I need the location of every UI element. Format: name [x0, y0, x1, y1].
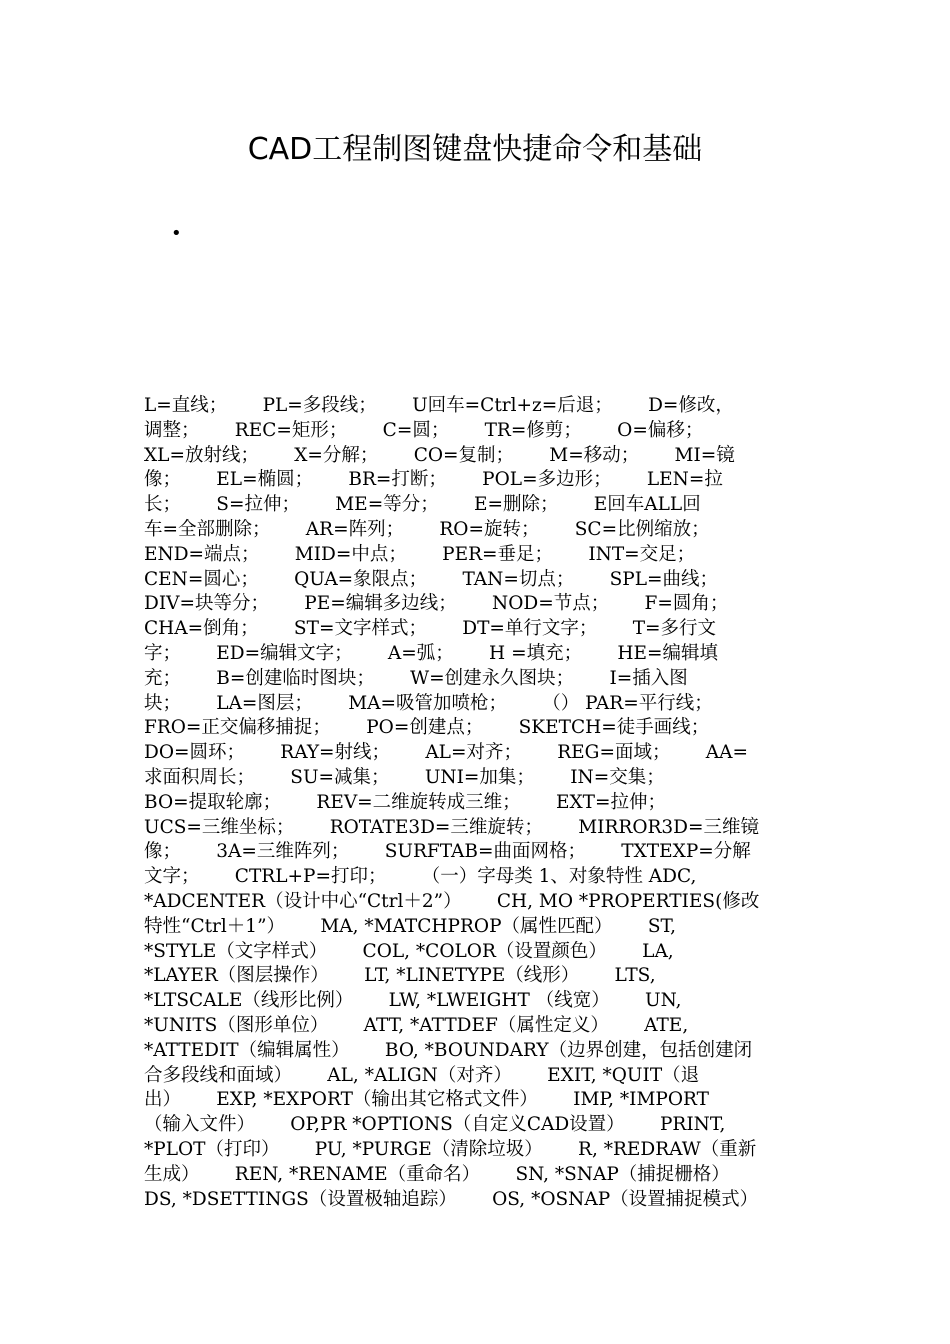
text-line: *ADCENTER（设计中心“Ctrl＋2”） CH, MO *PROPERTIES(修改	[144, 890, 760, 912]
text-line: 调整； REC=矩形； C=圆； TR=修剪； O=偏移；	[144, 419, 704, 441]
text-line: L=直线； PL=多段线； U回车=Ctrl+z=后退； D=修改，	[144, 395, 734, 416]
text-line: UCS=三维坐标； ROTATE3D=三维旋转； MIRROR3D=三维镜	[144, 816, 760, 838]
text-line: CHA=倒角； ST=文字样式； DT=单行文字； T=多行文	[144, 618, 717, 640]
text-line: 求面积周长； SU=减集； UNI=加集； IN=交集；	[144, 766, 665, 788]
text-line: XL=放射线； X=分解； CO=复制； M=移动； MI=镜	[144, 444, 735, 466]
text-line: DIV=块等分； PE=编辑多边线； NOD=节点； F=圆角；	[144, 593, 729, 615]
text-line: 出） EXP, *EXPORT（输出其它格式文件） IMP, *IMPORT	[144, 1089, 709, 1111]
text-line: 特性“Ctrl＋1”） MA, *MATCHPROP（属性匹配） ST,	[144, 915, 677, 937]
text-line: END=端点； MID=中点； PER=垂足； INT=交足；	[144, 543, 696, 565]
text-line: 长； S=拉伸； ME=等分； E=删除； E回车ALL回	[144, 494, 701, 516]
text-line: 合多段线和面域） AL, *ALIGN（对齐） EXIT, *QUIT（退	[144, 1064, 700, 1086]
text-line: 车=全部删除； AR=阵列； RO=旋转； SC=比例缩放；	[144, 518, 710, 540]
shortcut-text-body	[144, 394, 806, 1212]
text-line: *PLOT（打印） PU, *PURGE（清除垃圾） R, *REDRAW（重新	[144, 1138, 757, 1160]
text-line: *ATTEDIT（编辑属性） BO, *BOUNDARY（边界创建，包括创建闭	[144, 1039, 753, 1061]
text-line: *UNITS（图形单位） ATT, *ATTDEF（属性定义） ATE,	[144, 1014, 689, 1036]
bullet-marker: •	[171, 223, 182, 244]
text-line: DS, *DSETTINGS（设置极轴追踪） OS, *OSNAP（设置捕捉模式）	[144, 1188, 759, 1210]
text-line: 字； ED=编辑文字； A=弧； H =填充； HE=编辑填	[144, 642, 718, 664]
text-line: 充； B=创建临时图块； W=创建永久图块； I=插入图	[144, 667, 688, 689]
text-line: 生成） REN, *RENAME（重命名） SN, *SNAP（捕捉栅格）	[144, 1163, 730, 1185]
text-line: 像； EL=椭圆； BR=打断； POL=多边形； LEN=拉	[144, 469, 723, 491]
text-line: *STYLE（文字样式） COL, *COLOR（设置颜色） LA,	[144, 940, 674, 962]
text-line: 块； LA=图层； MA=吸管加喷枪； （） PAR=平行线；	[144, 692, 713, 714]
text-line: 文字； CTRL+P=打印； （一）字母类 1、对象特性 ADC,	[144, 866, 697, 888]
text-line: 像； 3A=三维阵列； SURFTAB=曲面网格； TXTEXP=分解	[144, 841, 751, 863]
text-line: *LTSCALE（线形比例） LW, *LWEIGHT （线宽） UN,	[144, 990, 682, 1012]
text-line: DO=圆环； RAY=射线； AL=对齐； REG=面域； AA=	[144, 742, 748, 764]
page-title: CAD工程制图键盘快捷命令和基础	[247, 132, 703, 167]
text-line: *LAYER（图层操作） LT, *LINETYPE（线形） LTS,	[144, 965, 656, 987]
text-line: FRO=正交偏移捕捉； PO=创建点； SKETCH=徒手画线；	[144, 717, 710, 739]
text-line: （输入文件） OP,PR *OPTIONS（自定义CAD设置） PRINT,	[144, 1114, 726, 1136]
text-line: BO=提取轮廓； REV=二维旋转成三维； EXT=拉伸；	[144, 791, 666, 813]
text-line: CEN=圆心； QUA=象限点； TAN=切点； SPL=曲线；	[144, 568, 719, 590]
